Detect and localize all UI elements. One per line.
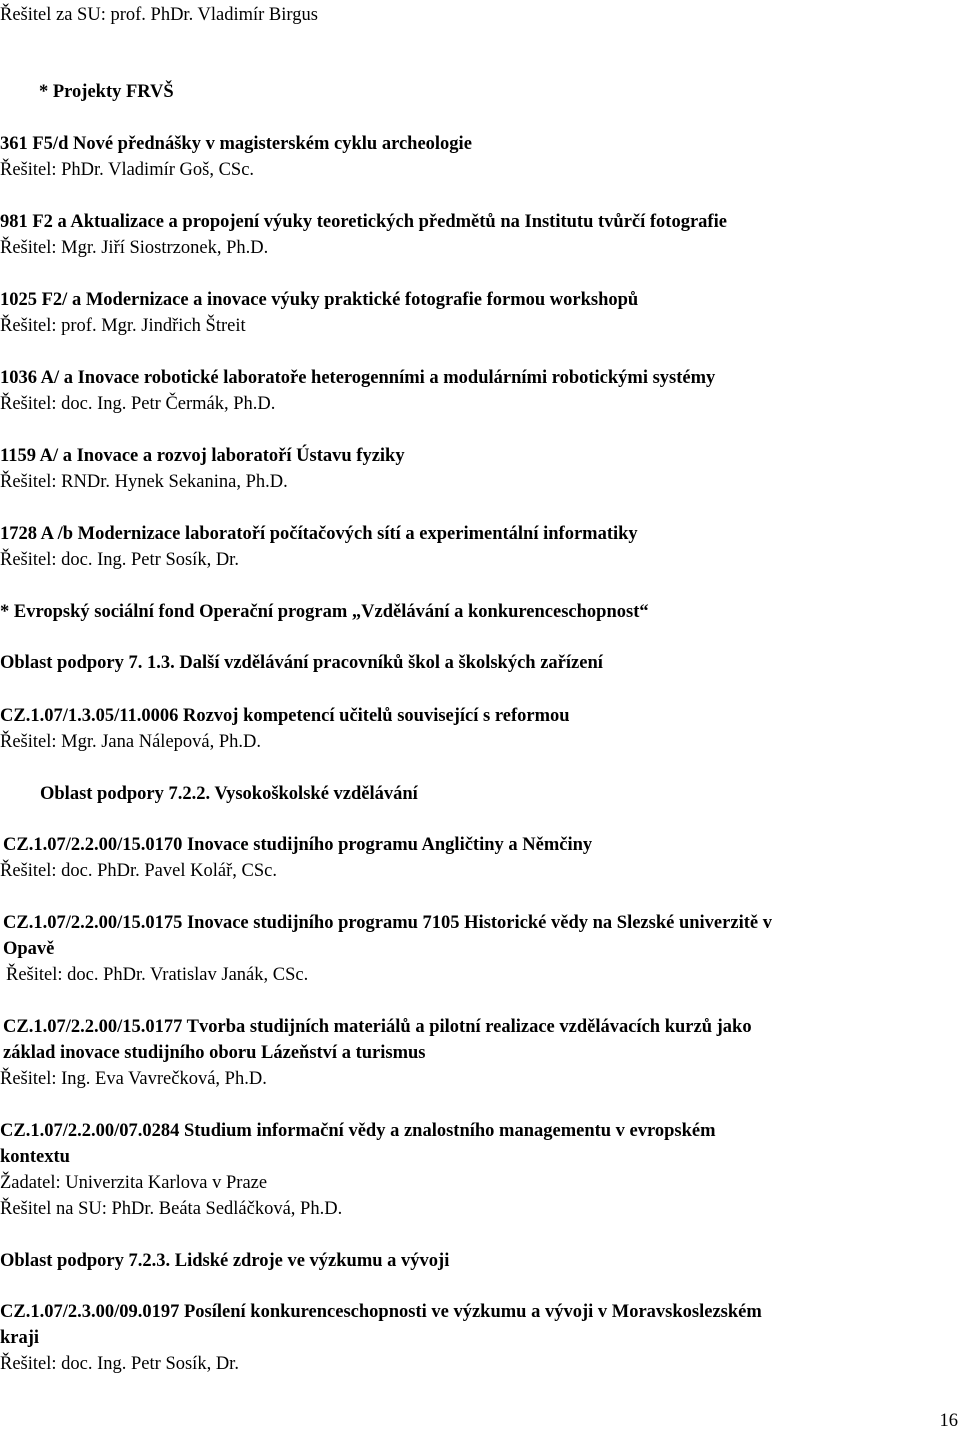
project-title: CZ.1.07/2.2.00/07.0284 Studium informační vědy a znalostního managementu v evropském bbox=[0, 1121, 716, 1141]
frvs-heading: * Projekty FRVŠ bbox=[39, 82, 174, 102]
project-title: CZ.1.07/2.2.00/15.0170 Inovace studijního programu Angličtiny a Němčiny bbox=[3, 835, 593, 855]
support-area-heading: Oblast podpory 7.2.3. Lidské zdroje ve výzkumu a vývoji bbox=[0, 1251, 450, 1271]
project-resitel: Řešitel: RNDr. Hynek Sekanina, Ph.D. bbox=[0, 472, 288, 492]
project-zadatel: Žadatel: Univerzita Karlova v Praze bbox=[0, 1173, 268, 1193]
project-resitel: Řešitel: doc. PhDr. Vratislav Janák, CSc. bbox=[6, 965, 309, 985]
project-title: CZ.1.07/2.3.00/09.0197 Posílení konkurenceschopnosti ve výzkumu a vývoji v Moravskoslezském bbox=[0, 1302, 762, 1322]
esf-heading: * Evropský sociální fond Operační program „Vzdělávání a konkurenceschopnost“ bbox=[0, 602, 649, 622]
project-title: 1036 A/ a Inovace robotické laboratoře heterogenními a modulárními robotickými systémy bbox=[0, 368, 716, 388]
project-resitel: Řešitel: doc. Ing. Petr Čermák, Ph.D. bbox=[0, 394, 276, 414]
project-resitel: Řešitel: doc. Ing. Petr Sosík, Dr. bbox=[0, 550, 239, 570]
project-resitel: Řešitel: doc. Ing. Petr Sosík, Dr. bbox=[0, 1354, 239, 1374]
support-area-heading: Oblast podpory 7.2.2. Vysokoškolské vzdělávání bbox=[40, 784, 418, 804]
project-title-continued: kontextu bbox=[0, 1147, 70, 1167]
project-title: 981 F2 a Aktualizace a propojení výuky teoretických předmětů na Institutu tvůrčí fotografie bbox=[0, 212, 727, 232]
project-title-continued: kraji bbox=[0, 1328, 40, 1348]
support-area-heading: Oblast podpory 7. 1.3. Další vzdělávání pracovníků škol a školských zařízení bbox=[0, 653, 603, 673]
intro-resitel: Řešitel za SU: prof. PhDr. Vladimír Birgus bbox=[0, 5, 318, 25]
project-resitel: Řešitel: PhDr. Vladimír Goš, CSc. bbox=[0, 160, 255, 180]
project-title: CZ.1.07/1.3.05/11.0006 Rozvoj kompetencí učitelů související s reformou bbox=[0, 706, 570, 726]
project-resitel: Řešitel: doc. PhDr. Pavel Kolář, CSc. bbox=[0, 861, 277, 881]
page-number: 16 bbox=[939, 1411, 958, 1431]
project-title: CZ.1.07/2.2.00/15.0177 Tvorba studijních materiálů a pilotní realizace vzdělávacích kurzů jako bbox=[3, 1017, 752, 1037]
project-resitel: Řešitel na SU: PhDr. Beáta Sedláčková, Ph.D. bbox=[0, 1199, 343, 1219]
project-title: 361 F5/d Nové přednášky v magisterském cyklu archeologie bbox=[0, 134, 472, 154]
project-title-continued: základ inovace studijního oboru Lázeňství a turismus bbox=[3, 1043, 426, 1063]
project-title-continued: Opavě bbox=[3, 939, 55, 959]
project-title: 1728 A /b Modernizace laboratoří počítačových sítí a experimentální informatiky bbox=[0, 524, 638, 544]
project-title: CZ.1.07/2.2.00/15.0175 Inovace studijního programu 7105 Historické vědy na Slezské univerzitě v bbox=[3, 913, 772, 933]
project-title: 1159 A/ a Inovace a rozvoj laboratoří Ústavu fyziky bbox=[0, 446, 405, 466]
project-resitel: Řešitel: Ing. Eva Vavrečková, Ph.D. bbox=[0, 1069, 267, 1089]
project-resitel: Řešitel: prof. Mgr. Jindřich Štreit bbox=[0, 316, 246, 336]
project-title: 1025 F2/ a Modernizace a inovace výuky praktické fotografie formou workshopů bbox=[0, 290, 639, 310]
project-resitel: Řešitel: Mgr. Jiří Siostrzonek, Ph.D. bbox=[0, 238, 269, 258]
project-resitel: Řešitel: Mgr. Jana Nálepová, Ph.D. bbox=[0, 732, 262, 752]
